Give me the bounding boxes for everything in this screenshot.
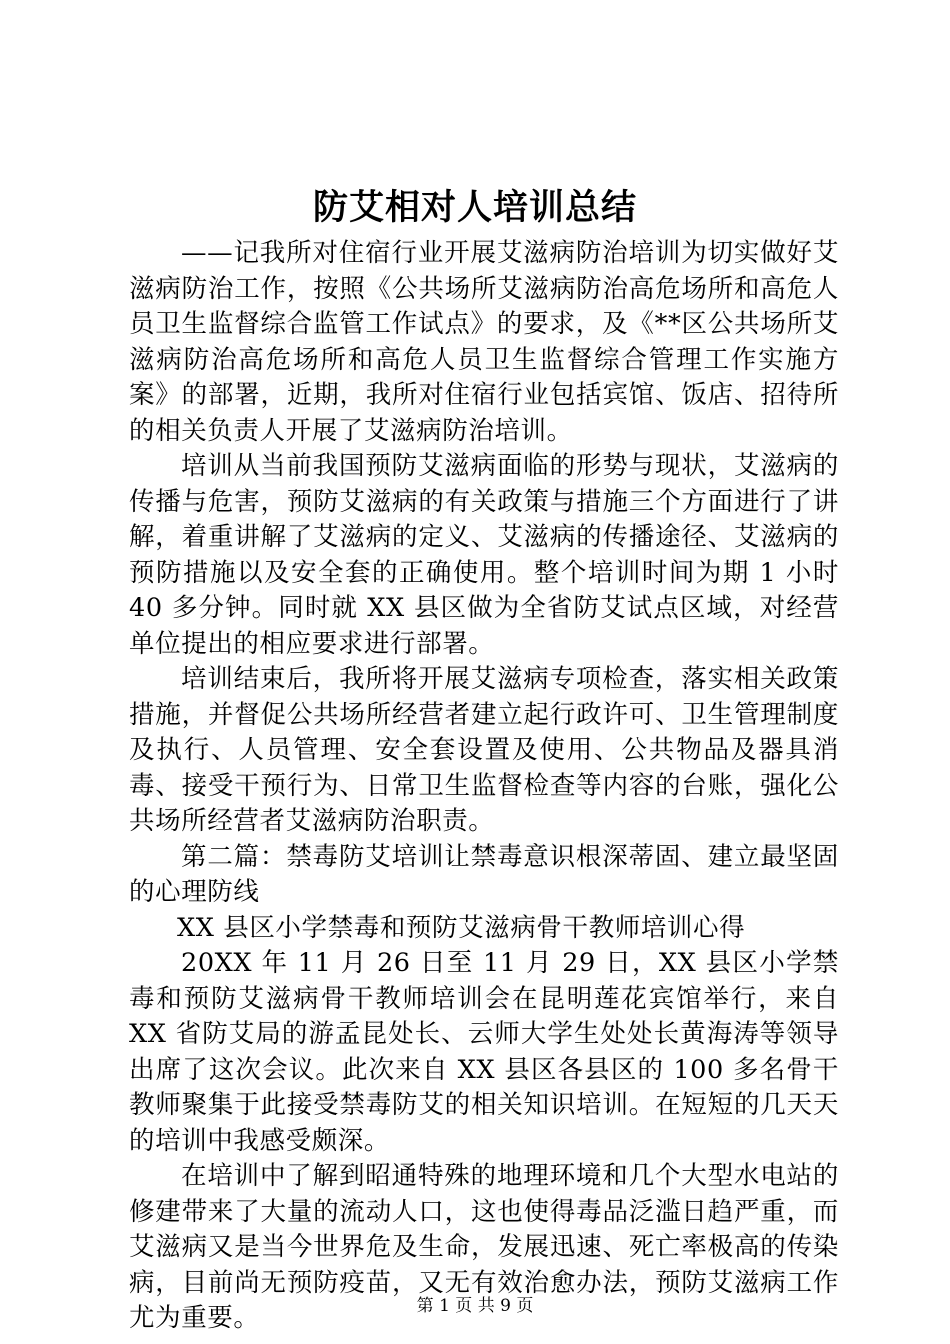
document-title: 防艾相对人培训总结 bbox=[312, 187, 637, 228]
paragraph-second-article-title: 第二篇：禁毒防艾培训让禁毒意识根深蒂固、建立最坚固的心理防线 bbox=[129, 841, 839, 907]
page-footer: 第 1 页 共 9 页 bbox=[416, 1296, 534, 1316]
paragraph-subtitle: XX 县区小学禁毒和预防艾滋病骨干教师培训心得 bbox=[177, 912, 746, 943]
paragraph-training-content: 培训从当前我国预防艾滋病面临的形势与现状，艾滋病的传播与危害，预防艾滋病的有关政策与措施三个方面进行了讲解，着重讲解了艾滋病的定义、艾滋病的传播途径、艾滋病的预防措施以及安全套的正确使用。整个培训时间为期 1 小时 40 多分钟。同时就 XX 县区做为全省防艾试点区域，对经营单位提出的相应要求进行部署。 bbox=[129, 451, 839, 659]
paragraph-follow-up: 培训结束后，我所将开展艾滋病专项检查，落实相关政策措施，并督促公共场所经营者建立起行政许可、卫生管理制度及执行、人员管理、安全套设置及使用、公共物品及器具消毒、接受干预行为、日常卫生监督检查等内容的台账，强化公共场所经营者艾滋病防治职责。 bbox=[129, 664, 839, 836]
paragraph-intro: ——记我所对住宿行业开展艾滋病防治培训为切实做好艾滋病防治工作，按照《公共场所艾滋病防治高危场所和高危人员卫生监督综合监管工作试点》的要求，及《**区公共场所艾滋病防治高危场所和高危人员卫生监督综合管理工作实施方案》的部署，近期，我所对住宿行业包括宾馆、饭店、招待所的相关负责人开展了艾滋病防治培训。 bbox=[129, 238, 839, 446]
paragraph-meeting: 20XX 年 11 月 26 日至 11 月 29 日，XX 县区小学禁毒和预防艾滋病骨干教师培训会在昆明莲花宾馆举行，来自 XX 省防艾局的游孟昆处长、云师大学生处处长黄海涛等领导出席了这次会议。此次来自 XX 县区各县区的 100 多名骨干教师聚集于此接受禁毒防艾的相关知识培训。在短短的几天天的培训中我感受颇深。 bbox=[129, 948, 839, 1156]
paragraph-reflection: 在培训中了解到昭通特殊的地理环境和几个大型水电站的修建带来了大量的流动人口，这也使得毒品泛滥日趋严重，而艾滋病又是当今世界危及生命，发展迅速、死亡率极高的传染病，目前尚无预防疫苗，又无有效治愈办法，预防艾滋病工作尤为重要。 bbox=[129, 1161, 839, 1333]
document-body bbox=[129, 236, 839, 1337]
